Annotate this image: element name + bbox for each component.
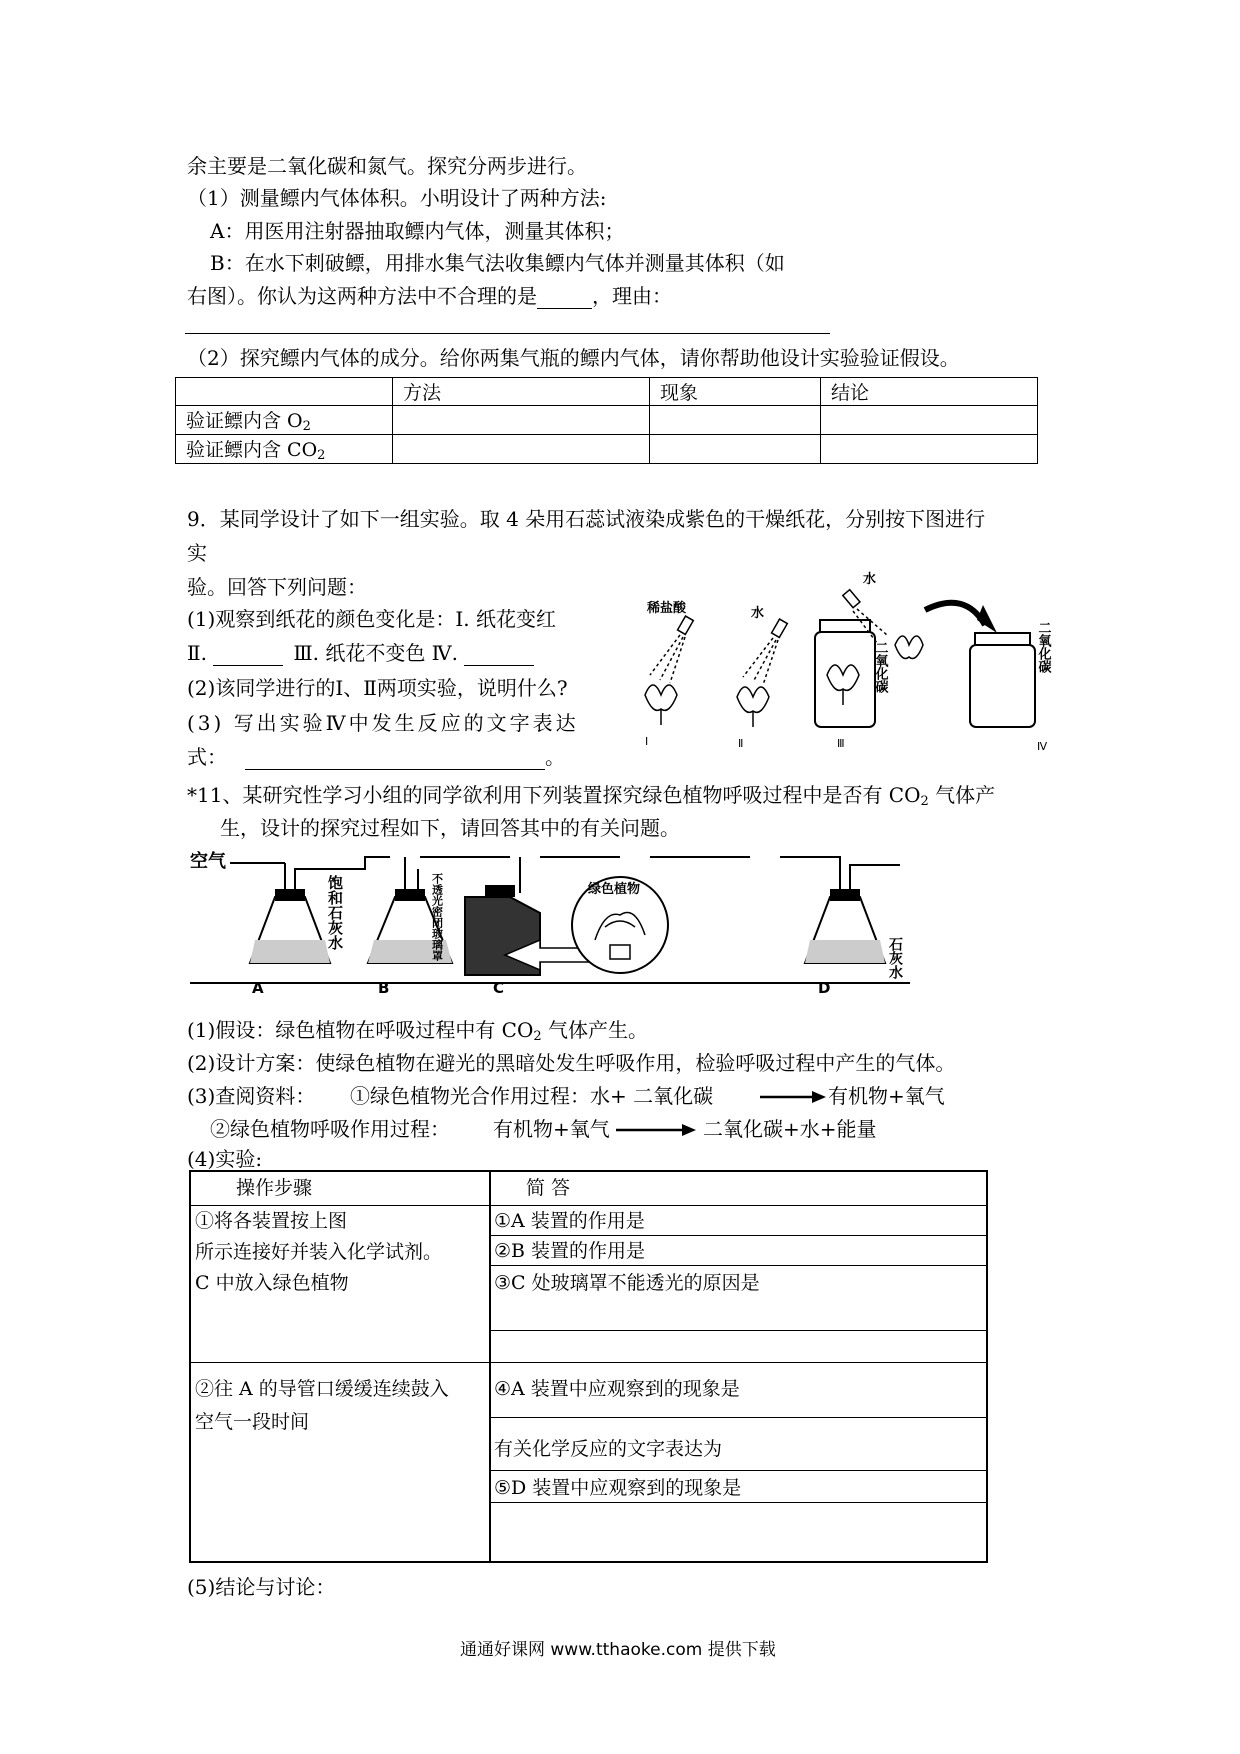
air-label: 空气 <box>190 851 226 872</box>
transfer-arrow <box>925 603 985 625</box>
header-conclusion: 结论 <box>821 378 1038 406</box>
step1-line1: ①将各装置按上图 <box>195 1210 348 1232</box>
equation-blank[interactable] <box>245 751 545 770</box>
header-blank <box>176 378 393 406</box>
footer: 通通好课网 www.tthaoke.com 提供下载 <box>460 1640 776 1660</box>
q9-question2: (2)该同学进行的Ⅰ、Ⅱ两项实验，说明什么? <box>187 676 568 700</box>
step2-line1: ②往 A 的导管口缓缓连续鼓入 <box>195 1378 449 1400</box>
conclusion-title: (5)结论与讨论： <box>187 1575 336 1599</box>
q9-question3: (3) 写出实验Ⅳ中发生反应的文字表达 <box>187 711 579 735</box>
answer4: ④A 装置中应观察到的现象是 <box>494 1378 740 1400</box>
step1-line3: C 中放入绿色植物 <box>195 1272 349 1294</box>
header-method: 方法 <box>393 378 650 406</box>
respiration-c: 二氧化碳+水+能量 <box>703 1117 877 1141</box>
photosynthesis-b: 有机物+氧气 <box>828 1084 945 1108</box>
blank-IV[interactable] <box>464 647 534 666</box>
water-label-4: 水 <box>863 572 877 587</box>
reaction-arrow-1 <box>760 1090 826 1104</box>
roman-3: Ⅲ <box>837 737 845 750</box>
opaque-cover-label: 不透光密闭玻璃罩 <box>430 873 444 961</box>
answer4b: 有关化学反应的文字表达为 <box>494 1438 723 1460</box>
method-a: A：用医用注射器抽取鳔内气体，测量其体积； <box>210 219 625 243</box>
water-label-2: 水 <box>751 606 765 621</box>
reaction-arrow-2 <box>616 1123 696 1137</box>
q9-question1b: Ⅱ. Ⅲ. 纸花不变色 Ⅳ. <box>187 640 534 666</box>
answer2: ②B 装置的作用是 <box>494 1240 646 1262</box>
row-co2-phenomenon[interactable] <box>650 435 821 464</box>
answer5: ⑤D 装置中应观察到的现象是 <box>494 1477 742 1499</box>
header-steps: 操作步骤 <box>236 1177 313 1199</box>
q9-line1: 9．某同学设计了如下一组实验。取 4 朵用石蕊试液染成紫色的干燥纸花，分别按下图进行 <box>187 507 986 531</box>
respiration-a: ②绿色植物呼吸作用过程： <box>210 1117 450 1141</box>
flask-b-label: B <box>378 979 390 997</box>
co2-label-1: 二氧化碳 <box>872 641 888 693</box>
experiment-table <box>189 1170 988 1563</box>
answer-blank[interactable] <box>537 290 592 309</box>
header-answer: 简 答 <box>526 1177 571 1199</box>
q11-line2: 生，设计的探究过程如下，请回答其中的有关问题。 <box>220 816 680 840</box>
verification-table <box>175 377 1038 464</box>
answer1: ①A 装置的作用是 <box>494 1210 645 1232</box>
intro-line: 余主要是二氧化碳和氮气。探究分两步进行。 <box>187 154 587 178</box>
q11-line1: *11、某研究性学习小组的同学欲利用下列装置探究绿色植物呼吸过程中是否有 $CO_2$ 气体产 <box>187 783 996 809</box>
experiment-title: (4)实验: <box>187 1147 263 1171</box>
acid-label: 稀盐酸 <box>647 601 687 616</box>
flask-a-label: A <box>252 979 264 997</box>
design-plan: (2)设计方案：使绿色植物在避光的黑暗处发生呼吸作用，检验呼吸过程中产生的气体。 <box>187 1051 956 1075</box>
part1-title: （1）测量鳔内气体体积。小明设计了两种方法: <box>187 186 607 210</box>
paper-flower-figure <box>625 565 1125 765</box>
saturated-lime-water-label: 饱和石灰水 <box>326 875 344 950</box>
photosynthesis-a: ①绿色植物光合作用过程：水+ 二氧化碳 <box>350 1084 714 1108</box>
roman-4: Ⅳ <box>1037 740 1048 753</box>
row-co2-label: 验证鳔内含 $CO_2$ <box>176 435 393 464</box>
q9-line1b: 实 <box>187 541 207 565</box>
flask-c-label: C <box>493 979 505 997</box>
row-co2-method[interactable] <box>393 435 650 464</box>
method-b: B：在水下刺破鳔，用排水集气法收集鳔内气体并测量其体积（如 <box>210 251 785 275</box>
lime-water-label: 石灰水 <box>887 937 903 979</box>
respiration-b: 有机物+氧气 <box>493 1117 610 1141</box>
step2-line2: 空气一段时间 <box>195 1411 310 1433</box>
q9-line2: 验。回答下列问题： <box>187 575 367 599</box>
question-unreasonable: 右图）。你认为这两种方法中不合理的是 ，理由： <box>187 284 672 308</box>
row-o2-conclusion[interactable] <box>821 406 1038 435</box>
green-plant-label: 绿色植物 <box>588 882 641 897</box>
row-o2-label: 验证鳔内含 $O_2$ <box>176 406 393 435</box>
row-o2-method[interactable] <box>393 406 650 435</box>
step1-line2: 所示连接好并装入化学试剂。 <box>195 1241 443 1263</box>
reason-blank[interactable] <box>185 333 830 334</box>
reference-title: (3)查阅资料： <box>187 1084 316 1108</box>
roman-2: Ⅱ <box>738 737 744 750</box>
hypothesis: (1)假设：绿色植物在呼吸过程中有 $CO_2$ 气体产生。 <box>187 1018 649 1044</box>
flask-d-label: D <box>818 979 831 997</box>
answer3: ③C 处玻璃罩不能透光的原因是 <box>494 1272 760 1294</box>
co2-label-2: 二氧化碳 <box>1035 621 1051 673</box>
q9-question3b: 式： 。 <box>187 745 565 769</box>
apparatus-figure <box>190 845 910 1005</box>
row-co2-conclusion[interactable] <box>821 435 1038 464</box>
roman-1: Ⅰ <box>645 735 649 748</box>
blank-II[interactable] <box>213 647 283 666</box>
q9-question1: (1)观察到纸花的颜色变化是：Ⅰ. 纸花变红 <box>187 607 556 631</box>
row-o2-phenomenon[interactable] <box>650 406 821 435</box>
part2-title: （2）探究鳔内气体的成分。给你两集气瓶的鳔内气体，请你帮助他设计实验验证假设。 <box>187 346 960 370</box>
header-phenomenon: 现象 <box>650 378 821 406</box>
